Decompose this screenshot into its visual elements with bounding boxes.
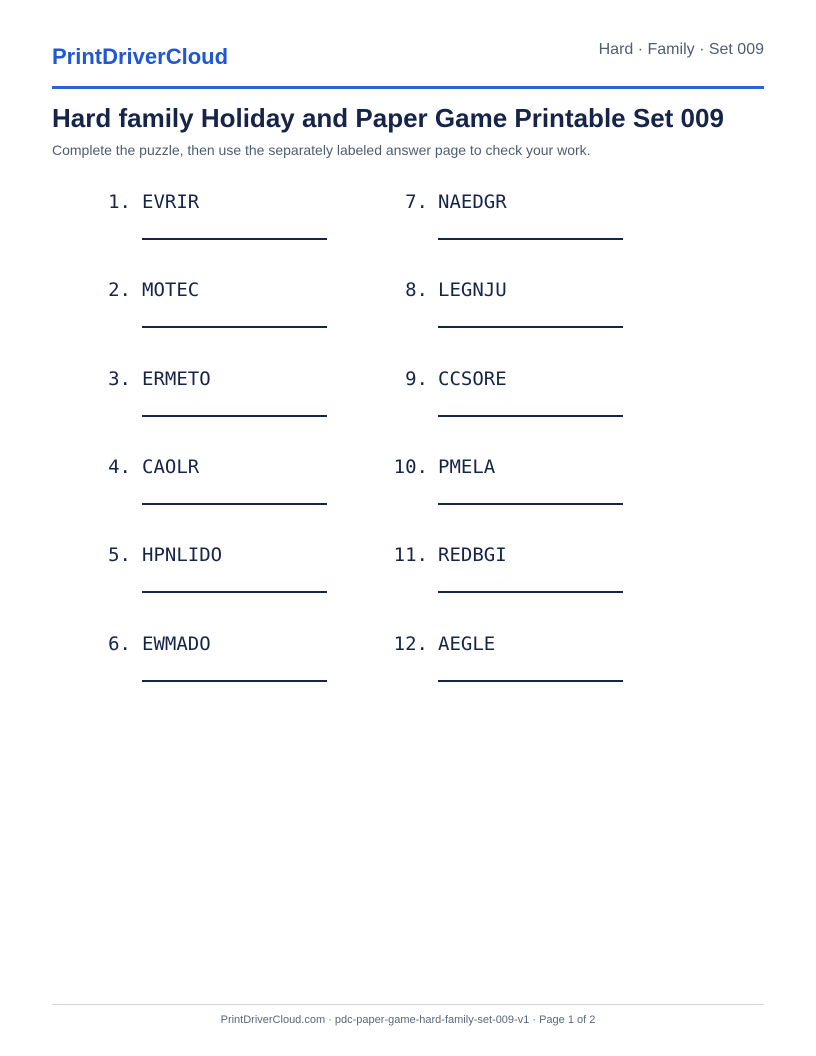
scrambled-word: EVRIR — [142, 191, 200, 213]
scrambled-word: ERMETO — [142, 367, 211, 390]
answer-blank-line[interactable] — [438, 238, 623, 240]
puzzle-item-number: 7. — [405, 191, 428, 213]
puzzle-item-number: 5. — [108, 544, 131, 567]
puzzle-item-number: 9. — [405, 367, 428, 390]
puzzle-item-number: 10. — [393, 455, 428, 478]
scrambled-word: AEGLE — [438, 632, 496, 655]
puzzle-item-number: 2. — [108, 279, 131, 302]
page-subtitle: Complete the puzzle, then use the separately labeled answer page to check your work. — [52, 142, 591, 158]
page-title: Hard family Holiday and Paper Game Printable Set 009 — [52, 103, 724, 133]
footer-text: PrintDriverCloud.com · pdc-paper-game-hard-family-set-009-v1 · Page 1 of 2 — [220, 1014, 596, 1026]
answer-blank-line[interactable] — [438, 680, 623, 682]
scrambled-word: HPNLIDO — [142, 544, 223, 567]
scrambled-word: REDBGI — [438, 544, 507, 567]
puzzle-item-number: 8. — [405, 279, 428, 302]
scrambled-word: NAEDGR — [438, 191, 507, 213]
scrambled-word: CCSORE — [438, 367, 507, 390]
scrambled-word: EWMADO — [142, 632, 211, 655]
answer-blank-line[interactable] — [142, 591, 327, 593]
page-footer — [52, 1004, 764, 1026]
answer-blank-line[interactable] — [438, 415, 623, 417]
answer-blank-line[interactable] — [438, 503, 623, 505]
scrambled-word: LEGNJU — [438, 279, 507, 302]
answer-blank-line[interactable] — [142, 503, 327, 505]
puzzle-item-number: 4. — [108, 455, 131, 478]
scrambled-word: CAOLR — [142, 455, 200, 478]
puzzle-item-number: 6. — [108, 632, 131, 655]
answer-blank-line[interactable] — [142, 238, 327, 240]
answer-blank-line[interactable] — [438, 326, 623, 328]
answer-blank-line[interactable] — [142, 415, 327, 417]
page-header — [52, 0, 764, 89]
answer-blank-line[interactable] — [438, 591, 623, 593]
scrambled-word: PMELA — [438, 455, 496, 478]
puzzle-item-number: 1. — [108, 191, 131, 213]
puzzle-item-number: 11. — [393, 544, 428, 567]
answer-blank-line[interactable] — [142, 326, 327, 328]
worksheet-meta: Hard · Family · Set 009 — [598, 41, 764, 58]
puzzle-item-number: 3. — [108, 367, 131, 390]
answer-blank-line[interactable] — [142, 680, 327, 682]
brand-logo-text: PrintDriverCloud — [52, 44, 229, 69]
scrambled-word: MOTEC — [142, 279, 200, 302]
puzzle-item-number: 12. — [393, 632, 428, 655]
